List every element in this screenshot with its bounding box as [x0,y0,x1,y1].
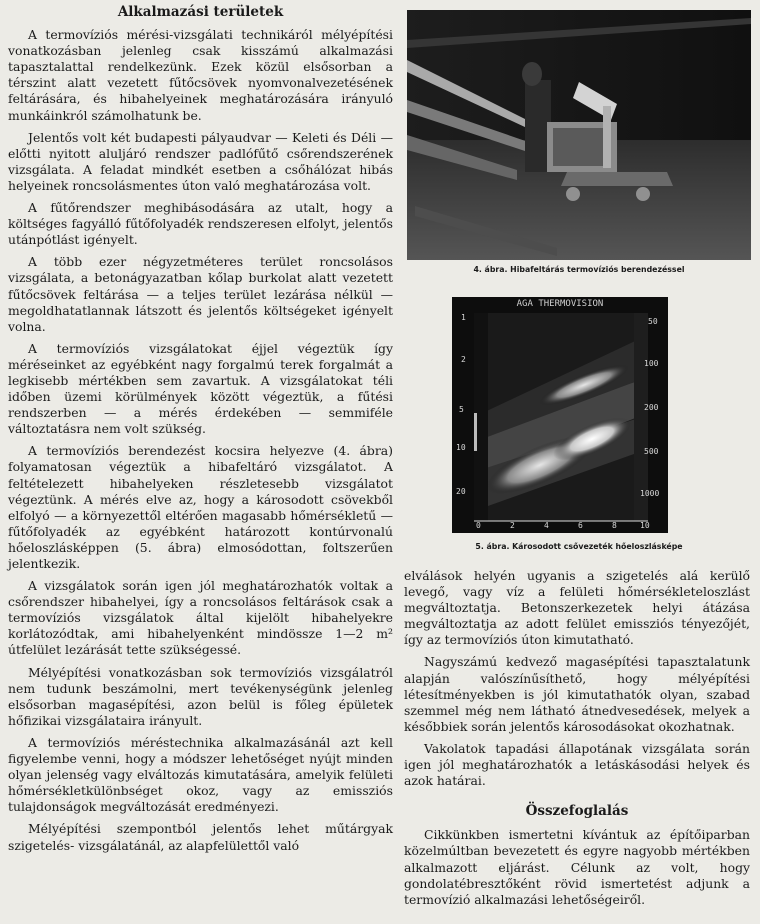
paragraph: elválások helyén ugyanis a szigetelés alá kerülő levegő, vagy víz a felületi hőmérsékleteloszlást megváltoztatja. Betonszerkezetek helyi átázása megváltoztatja az adott felület emissziós tényezőjét, így az termovíziós úton kimutatható. [404,568,750,648]
thermogram-left-label: 20 [456,487,466,496]
paragraph: Jelentős volt két budapesti pályaudvar — Keleti és Déli — előtti nyitott aluljáró rendszer padlófűtő csőrendszerének vizsgálata. A feladat mindkét esetben a csőhálózat hibás helyeinek roncsolásmentes úton való meghatározása volt. [8,129,393,193]
thermogram-left-label: 10 [456,443,466,452]
thermogram-right-label: 1000 [640,489,660,498]
thermogram-title: AGA THERMOVISION [516,299,604,309]
thermogram-image [452,297,668,533]
paragraph: A fűtőrendszer meghibásodására az utalt, hogy a költséges fagyálló fűtőfolyadék rendszeresen elfolyt, jelentős utánpótlást igényelt. [8,200,393,248]
summary-heading: Összefoglalás [525,803,629,820]
thermogram-bottom-label: 4 [544,521,549,530]
thermogram-right-label: 200 [644,403,659,412]
thermogram-bottom-label: 8 [612,521,617,530]
right-column-lower [404,568,750,908]
paragraph: A vizsgálatok során igen jól meghatározhatók voltak a csőrendszer hibahelyei, így a roncsolásos feltárások csak a termovíziós vizsgálatok által kijelölt hibahelyekre korlátozódtak, ami hibahelyenként mindössze 1—2 m² útfelület lezárását tette szükségessé. [8,578,393,658]
figure-4-photo [407,10,751,260]
paragraph: Vakolatok tapadási állapotának vizsgálata során igen jól meghatározhatók a letáskásodási helyek és azok határai. [404,740,750,789]
thermogram-bottom-label: 0 [476,521,481,530]
paragraph: Mélyépítési vonatkozásban sok termovíziós vizsgálatról nem tudunk beszámolni, mert tevékenységünk jelenleg elsősorban magasépítési, azon belül is főleg épületek hőfizikai vizsgálataira irányult. [8,664,393,728]
paragraph: A több ezer négyzetméteres terület roncsolásos vizsgálata, a betonágyazatban kőlap burkolat alatt vezetett fűtőcsövek feltárása — a teljes terület lezárása nélkül — megoldhatatlannak látszott és jelentős költségeket igényelt volna. [8,254,393,334]
thermogram-left-label: 2 [461,355,466,364]
paragraph: A termovíziós mérési-vizsgálati technikáról mélyépítési vonatkozásban jelenleg csak kisszámú alkalmazási tapasztalattal rendelkezünk. Ezek közül elsősorban a térszint alatt vezetett fűtőcsövek nyomvonalvezetésének feltárására, és hibahelyeinek meghatározására irányuló munkáinkról számolhatunk be. [8,27,393,123]
thermogram-right-label: 50 [648,317,658,326]
left-column [8,4,393,854]
thermal-inspection-cart-illustration [407,10,751,260]
paragraph: Cikkünkben ismertetni kívántuk az építőiparban közelmúltban bevezetett és egyre nagyobb mértékben alkalmazott eljárást. Célunk az volt, hogy gondolatébresztőként rövid ismertetést adjunk a termovízió alkalmazási lehetőségeiről. [404,827,750,907]
paragraph: A termovíziós vizsgálatokat éjjel végeztük így méréseinket az egyébként nagy forgalmú terek forgalmát a legkisebb mértékben sem zavartuk. A vizsgálatokat téli időben üzemi körülmények között végeztük, a fűtési rendszerben — a mérés érdekében — semmiféle változtatásra nem volt szükség. [8,340,393,437]
paragraph: Mélyépítési szempontból jelentős lehet műtárgyak szigetelés- vizsgálatánál, az alapfelülettől való [8,821,393,853]
figure-5-caption: 5. ábra. Károsodott csővezeték hőeloszlásképe [475,542,683,551]
thermogram-left-label: 1 [461,313,466,322]
thermogram-right-label: 100 [644,359,659,368]
thermogram-bottom-label: 10 [640,521,650,530]
thermogram-left-label: 5 [459,405,464,414]
thermogram-bottom-label: 2 [510,521,515,530]
section-heading: Alkalmazási területek [117,4,284,20]
paragraph: A termovíziós méréstechnika alkalmazásánál azt kell figyelembe venni, hogy a módszer lehetőséget nyújt minden olyan jelenség vagy elváltozás kimutatására, amelyik felületi hőmérsékletkülönbséget okoz, vagy az emissziós tulajdonságok megváltozását eredményezi. [8,734,393,815]
thermogram-right-label: 500 [644,447,659,456]
figure-4-caption: 4. ábra. Hibafeltárás termovíziós berendezéssel [473,265,685,274]
figure-5-thermogram [452,297,668,533]
thermogram-bottom-label: 6 [578,521,583,530]
paragraph: A termovíziós berendezést kocsira helyezve (4. ábra) folyamatosan végeztük a hibafeltáró vizsgálatot. A feltételezett hibahelyeken részletesebb vizsgálatot végeztünk. A mérés elve az, hogy a károsodott csövekből elfolyó — a környezettől eltérően magasabb hőmérsékletű — fűtőfolyadék az egyébként határozott kontúrvonalú hőeloszlásképpen (5. ábra) elmosódottan, foltszerűen jelentkezik. [8,443,393,571]
paragraph: Nagyszámú kedvező magasépítési tapasztalatunk alapján valószínűsíthető, hogy mélyépítési létesítményekben is jól kimutathatók olyan, szabad szemmel még nem látható átnedvesedések, melyek a későbbiek során jelentős károsodásokat okozhatnak. [404,654,750,734]
